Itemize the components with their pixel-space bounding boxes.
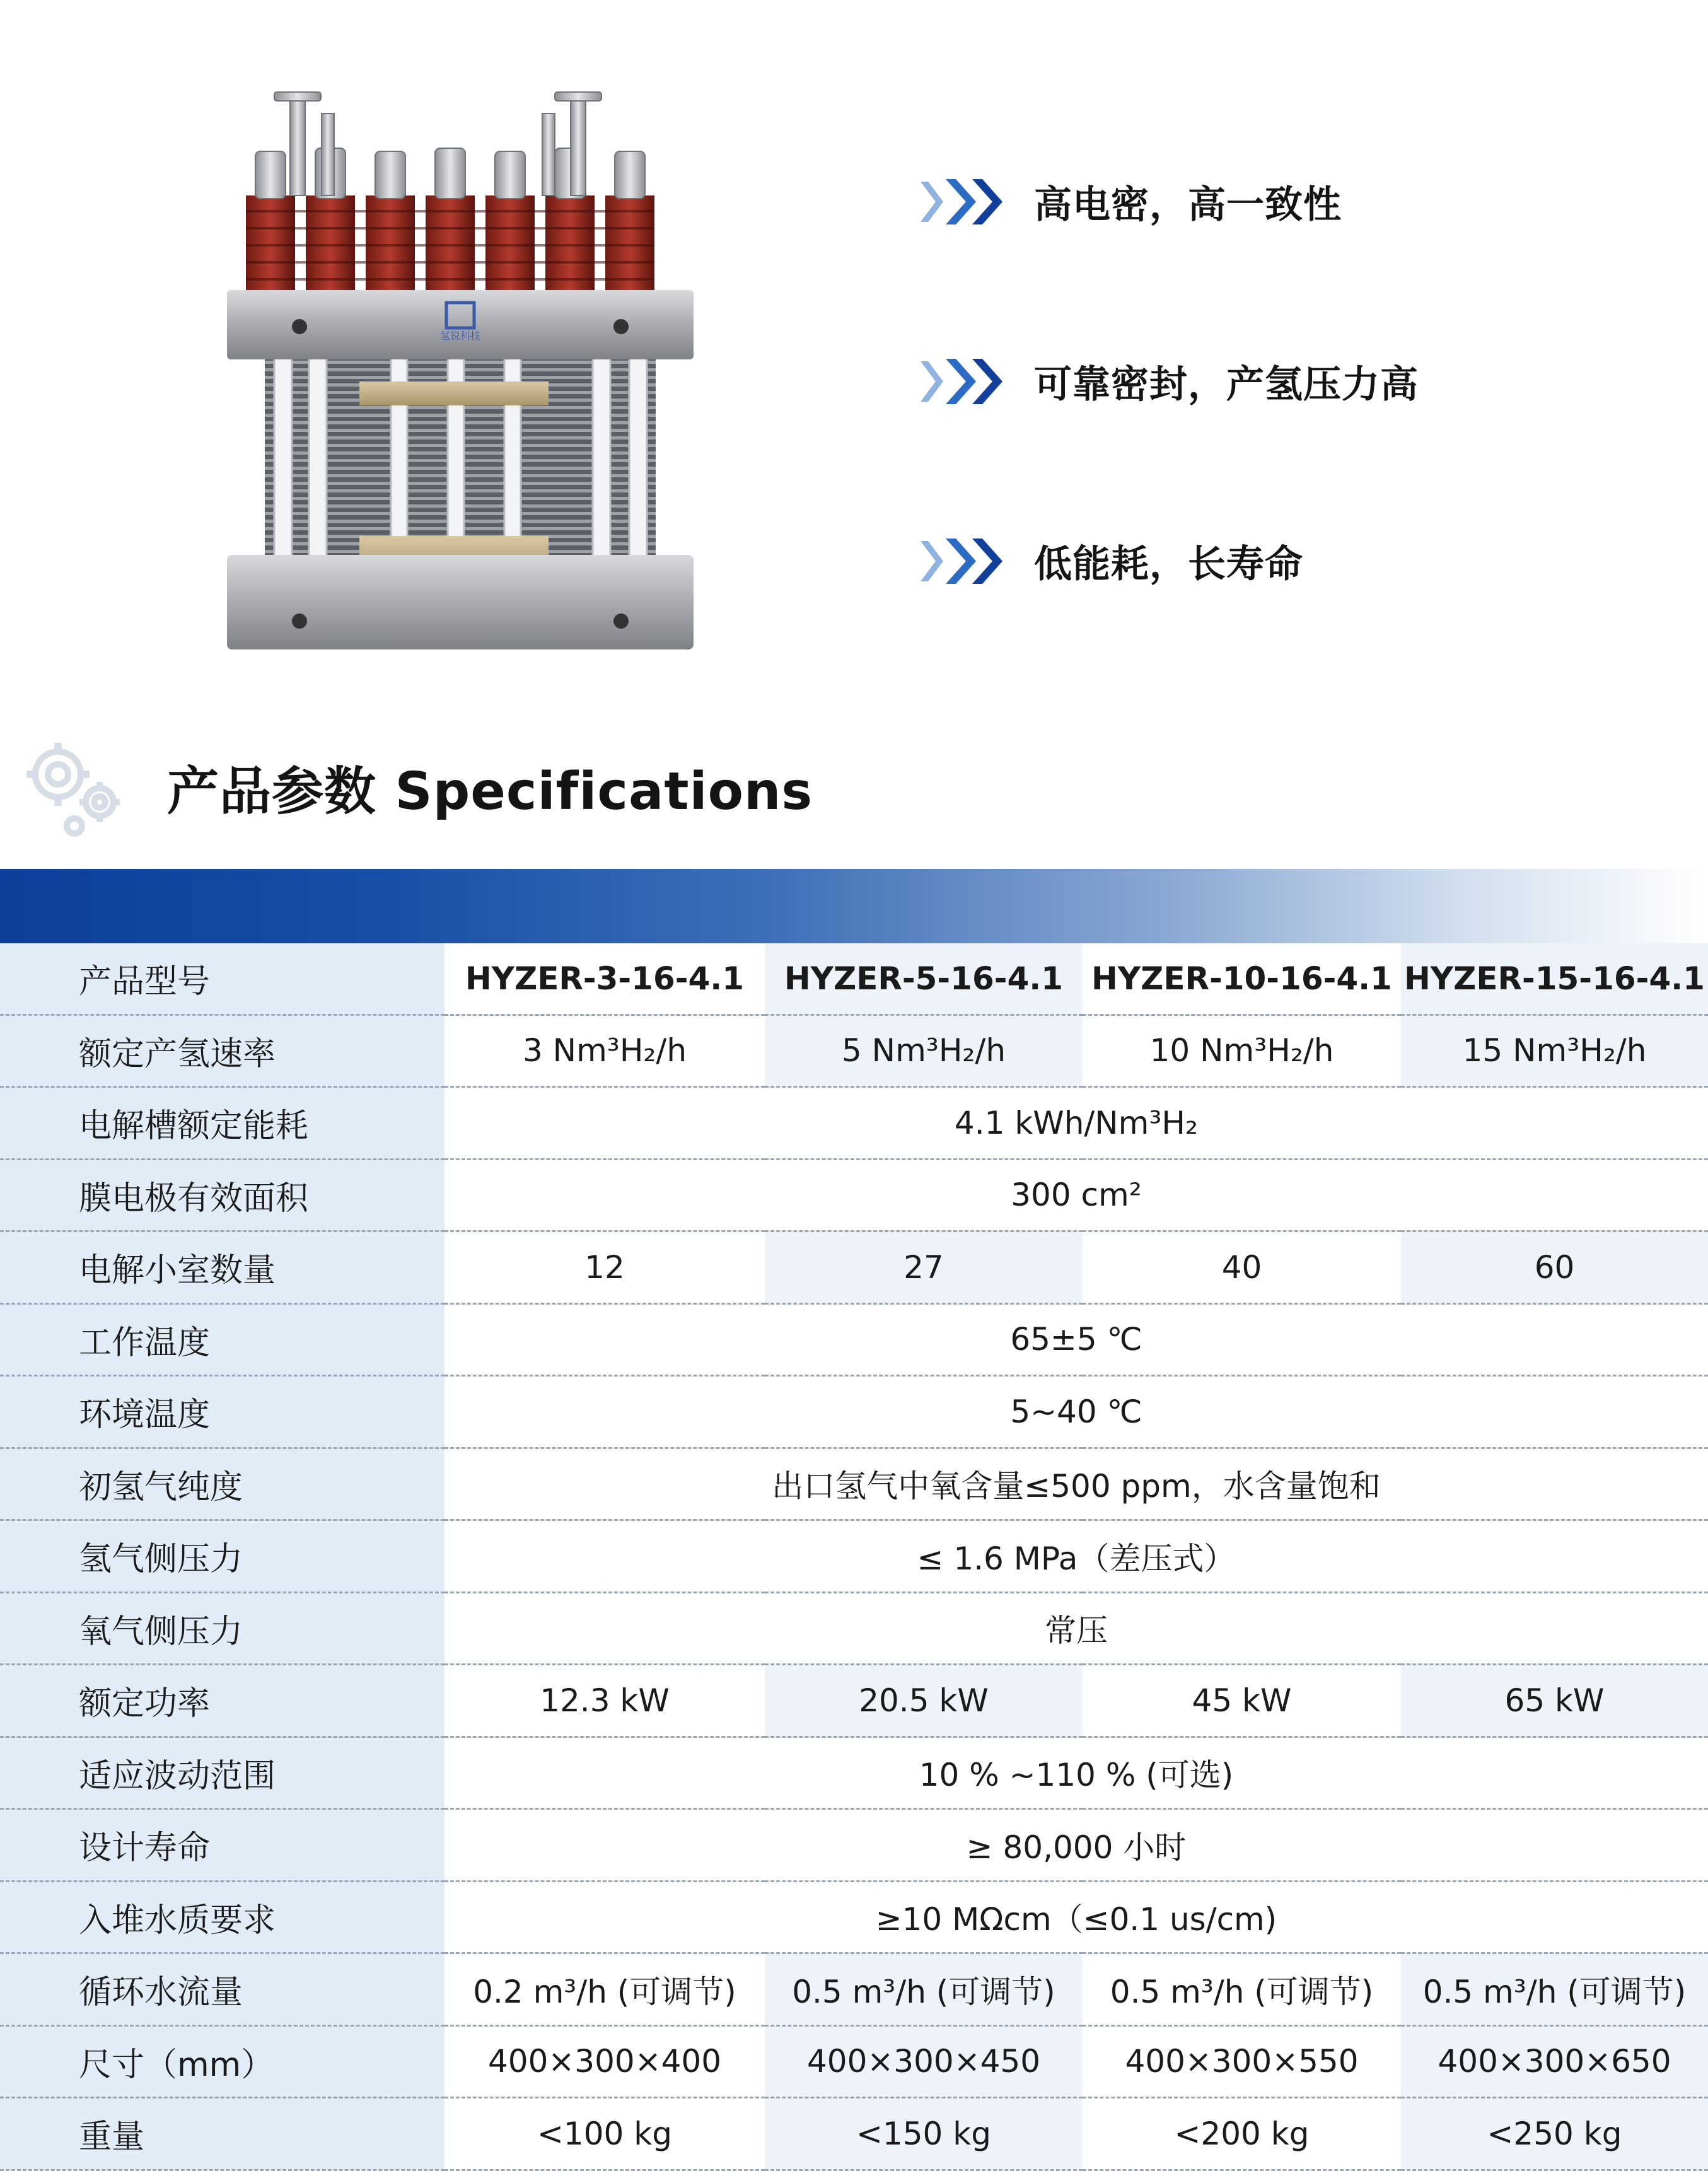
value-cell: 400×300×650 — [1401, 2025, 1708, 2098]
param-label: 环境温度 — [0, 1376, 444, 1448]
param-label: 适应波动范围 — [0, 1737, 444, 1809]
gear-icon — [19, 731, 132, 845]
table-row — [0, 1159, 1708, 1231]
model-cell: HYZER-5-16-4.1 — [765, 943, 1083, 1015]
value-cell: 3 Nm³H₂/h — [444, 1015, 765, 1087]
value-cell: 400×300×450 — [765, 2025, 1083, 2098]
param-label: 重量 — [0, 2098, 444, 2170]
param-label: 入堆水质要求 — [0, 1881, 444, 1953]
value-cell: 0.2 m³/h (可调节) — [444, 1953, 765, 2026]
feature-item — [921, 530, 1303, 593]
value-cell: ≥ 80,000 小时 — [444, 1809, 1708, 1882]
feature-label: 高电密，高一致性 — [1034, 183, 1342, 227]
table-row — [0, 1809, 1708, 1882]
triple-chevron-icon — [921, 536, 1002, 586]
triple-chevron-icon — [921, 177, 1002, 227]
value-cell: 15 Nm³H₂/h — [1401, 1015, 1708, 1087]
param-label: 初氢气纯度 — [0, 1448, 444, 1520]
param-label: 电解槽额定能耗 — [0, 1087, 444, 1160]
table-row — [0, 1448, 1708, 1520]
value-cell: <250 kg — [1401, 2098, 1708, 2170]
value-cell: 400×300×400 — [444, 2025, 765, 2098]
value-cell: 0.5 m³/h (可调节) — [1401, 1953, 1708, 2026]
param-label: 工作温度 — [0, 1303, 444, 1376]
value-cell: ≥10 MΩcm（≤0.1 us/cm) — [444, 1881, 1708, 1953]
table-row — [0, 1520, 1708, 1593]
table-row — [0, 1881, 1708, 1953]
value-cell: 10 % ~110 % (可选) — [444, 1737, 1708, 1809]
param-label: 额定产氢速率 — [0, 1015, 444, 1087]
value-cell: 4.1 kWh/Nm³H₂ — [444, 1087, 1708, 1160]
table-row — [0, 2025, 1708, 2098]
spec-table — [0, 943, 1708, 2171]
value-cell: 400×300×550 — [1083, 2025, 1401, 2098]
value-cell: 27 — [765, 1231, 1083, 1304]
value-cell: 0.5 m³/h (可调节) — [1083, 1953, 1401, 2026]
value-cell: 45 kW — [1083, 1665, 1401, 1737]
model-cell: HYZER-10-16-4.1 — [1083, 943, 1401, 1015]
value-cell: 5 Nm³H₂/h — [765, 1015, 1083, 1087]
section-title: 产品参数 Specifications — [167, 762, 813, 822]
section-header — [19, 725, 1028, 851]
value-cell: 60 — [1401, 1231, 1708, 1304]
value-cell: <150 kg — [765, 2098, 1083, 2170]
value-cell: 40 — [1083, 1231, 1401, 1304]
table-row — [0, 1087, 1708, 1160]
value-cell: 20.5 kW — [765, 1665, 1083, 1737]
table-row — [0, 1231, 1708, 1304]
value-cell: 12.3 kW — [444, 1665, 765, 1737]
value-cell: ≤ 1.6 MPa（差压式） — [444, 1520, 1708, 1593]
param-label: 电解小室数量 — [0, 1231, 444, 1304]
table-row — [0, 1303, 1708, 1376]
model-cell: HYZER-15-16-4.1 — [1401, 943, 1708, 1015]
table-header-banner — [0, 869, 1708, 943]
feature-label: 可靠密封，产氢压力高 — [1034, 363, 1419, 407]
feature-item — [921, 350, 1419, 413]
value-cell: <200 kg — [1083, 2098, 1401, 2170]
param-label: 产品型号 — [0, 943, 444, 1015]
table-row — [0, 1015, 1708, 1087]
param-label: 氧气侧压力 — [0, 1592, 444, 1665]
value-cell: <100 kg — [444, 2098, 765, 2170]
value-cell: 65±5 ℃ — [444, 1303, 1708, 1376]
value-cell: 5~40 ℃ — [444, 1376, 1708, 1448]
table-row — [0, 1737, 1708, 1809]
value-cell: 常压 — [444, 1592, 1708, 1665]
param-label: 尺寸（mm） — [0, 2025, 444, 2098]
param-label: 氢气侧压力 — [0, 1520, 444, 1593]
value-cell: 65 kW — [1401, 1665, 1708, 1737]
param-label: 设计寿命 — [0, 1809, 444, 1882]
value-cell: 12 — [444, 1231, 765, 1304]
value-cell: 出口氢气中氧含量≤500 ppm，水含量饱和 — [444, 1448, 1708, 1520]
product-image — [221, 88, 700, 656]
value-cell: 300 cm² — [444, 1159, 1708, 1231]
param-label: 循环水流量 — [0, 1953, 444, 2026]
product-logo: 氢锐科技 — [439, 331, 481, 342]
table-row — [0, 1592, 1708, 1665]
feature-label: 低能耗，长寿命 — [1034, 542, 1303, 586]
triple-chevron-icon — [921, 356, 1002, 407]
param-label: 膜电极有效面积 — [0, 1159, 444, 1231]
value-cell: 0.5 m³/h (可调节) — [765, 1953, 1083, 2026]
value-cell: 10 Nm³H₂/h — [1083, 1015, 1401, 1087]
model-cell: HYZER-3-16-4.1 — [444, 943, 765, 1015]
table-row — [0, 1953, 1708, 2026]
feature-item — [921, 170, 1342, 233]
table-row — [0, 1376, 1708, 1448]
param-label: 额定功率 — [0, 1665, 444, 1737]
table-row — [0, 1665, 1708, 1737]
table-row — [0, 943, 1708, 1015]
table-row — [0, 2098, 1708, 2170]
